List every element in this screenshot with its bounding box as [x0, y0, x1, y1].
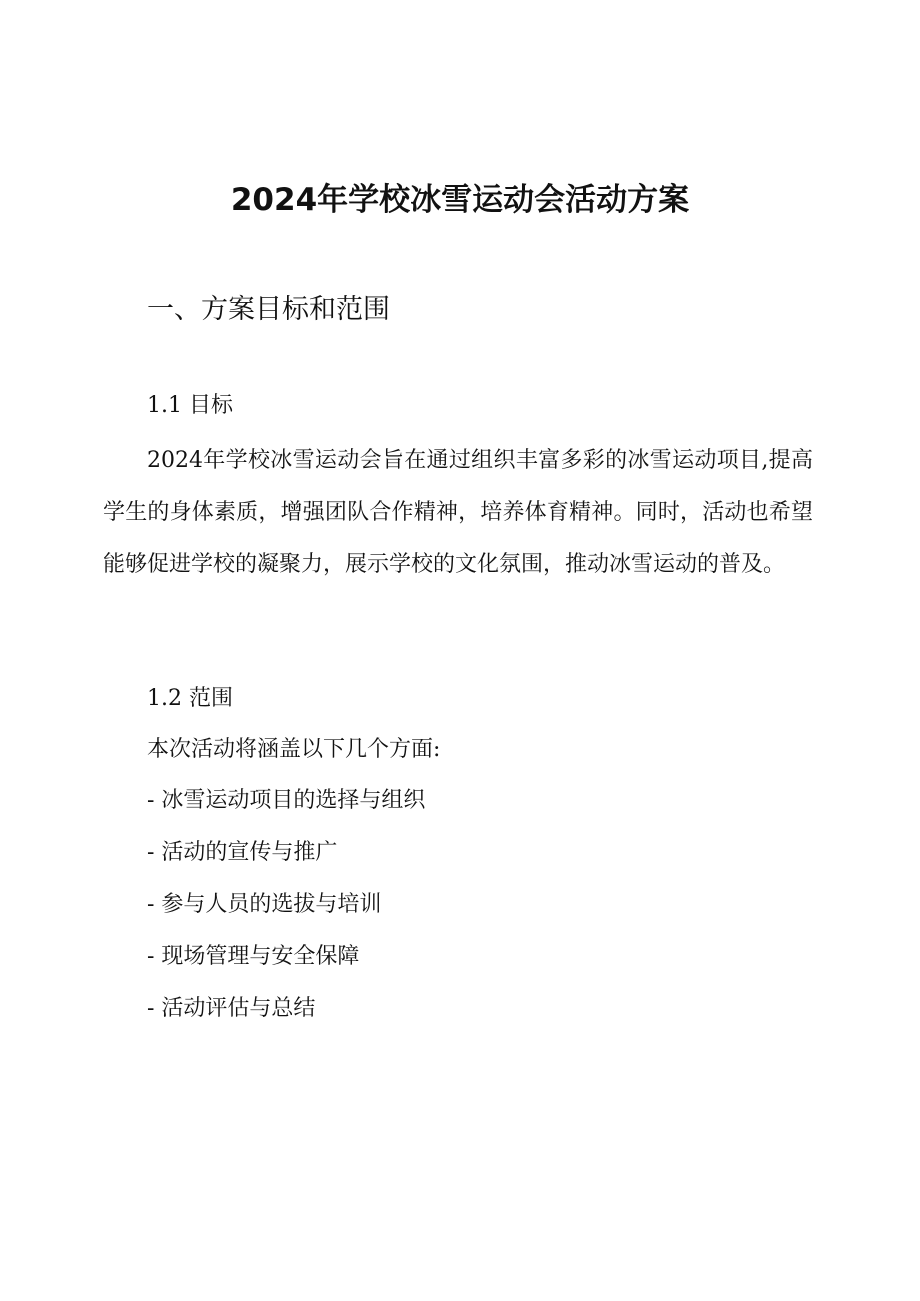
- document-title: 2024年学校冰雪运动会活动方案: [230, 182, 690, 218]
- list-item: - 冰雪运动项目的选择与组织: [147, 788, 426, 813]
- subsection-heading-scope: 1.2 范围: [147, 686, 233, 711]
- list-item: - 现场管理与安全保障: [147, 944, 360, 969]
- scope-intro: 本次活动将涵盖以下几个方面:: [147, 737, 441, 762]
- list-item: - 活动的宣传与推广: [147, 840, 338, 865]
- list-item: - 活动评估与总结: [147, 996, 316, 1021]
- subsection-heading-goal: 1.1 目标: [147, 393, 233, 418]
- goal-paragraph: 2024年学校冰雪运动会旨在通过组织丰富多彩的冰雪运动项目,提高学生的身体素质，增强团队合作精神，培养体育精神。同时，活动也希望能够促进学校的凝聚力，展示学校的文化氛围，推动冰雪运动的普及。: [103, 448, 813, 577]
- list-item: - 参与人员的选拔与培训: [147, 892, 382, 917]
- scope-list: [147, 785, 425, 1045]
- section-heading-goals-scope: 一、方案目标和范围: [147, 294, 390, 325]
